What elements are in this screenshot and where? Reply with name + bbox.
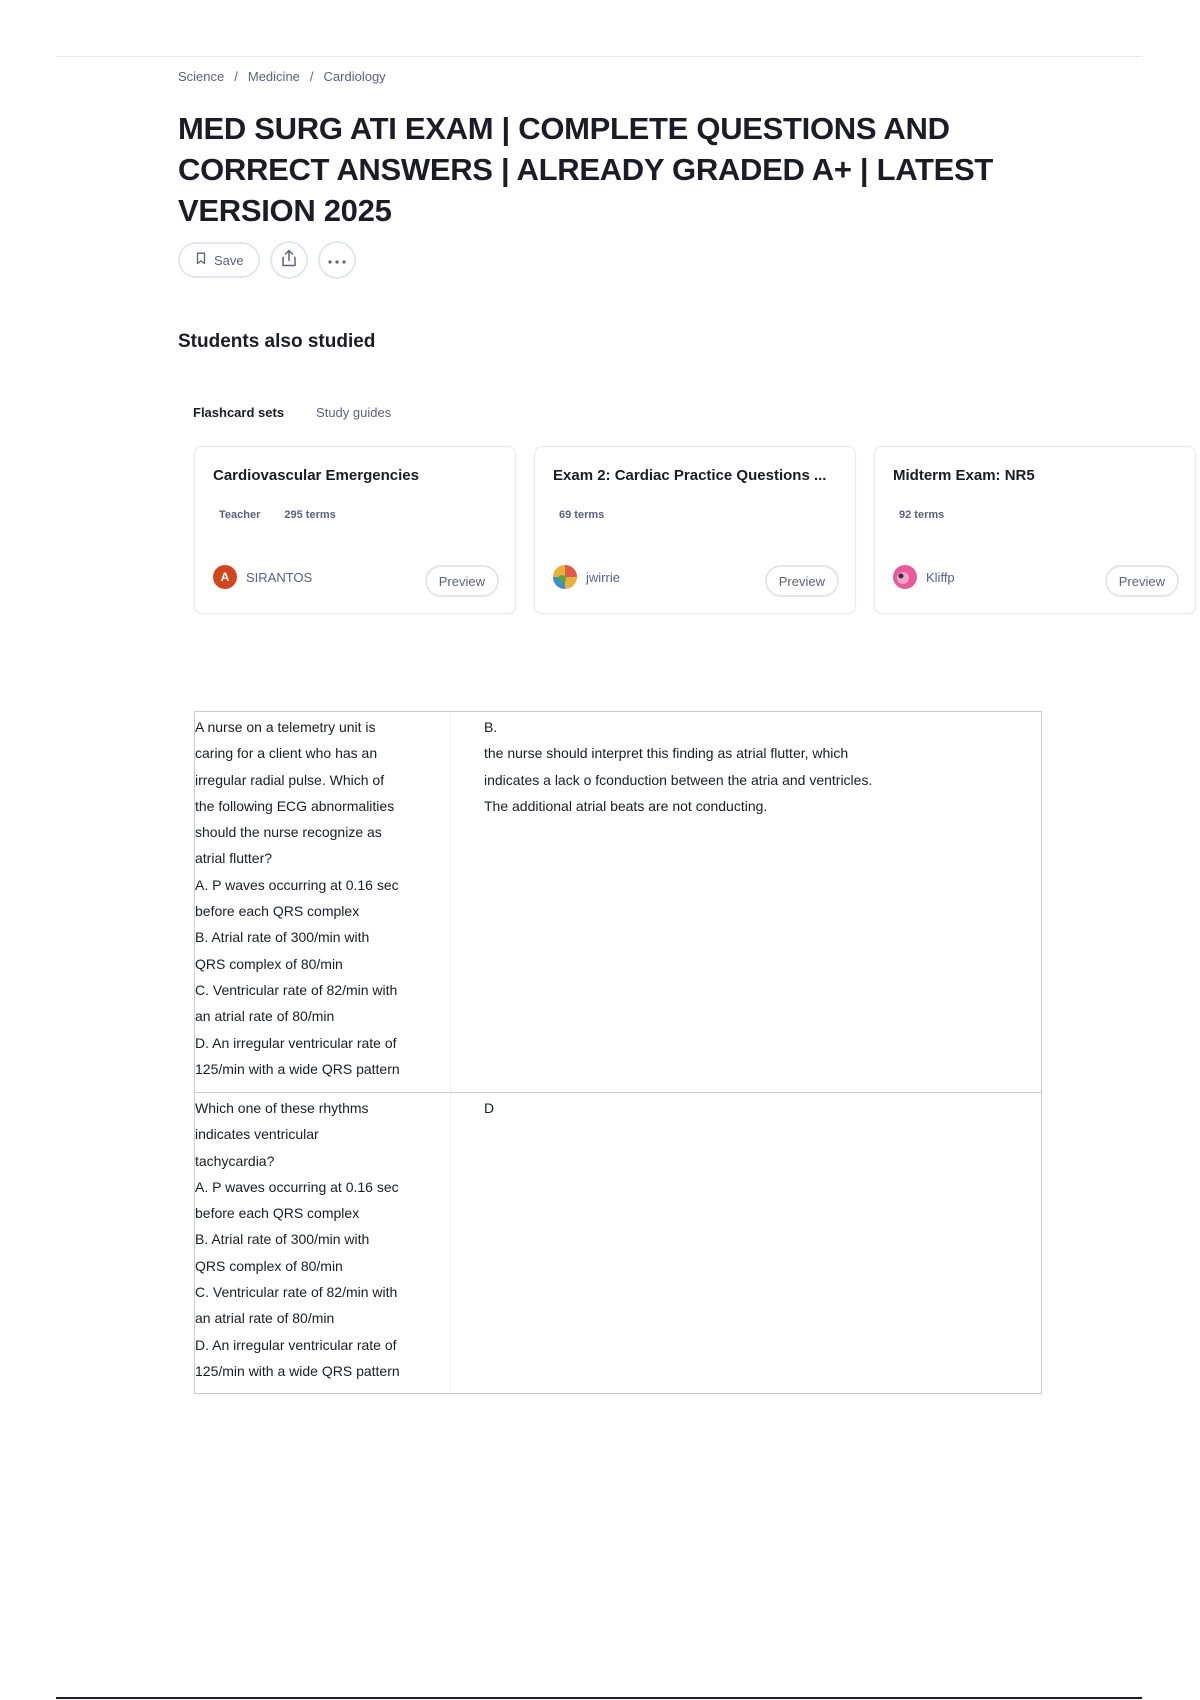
top-divider	[56, 56, 1142, 57]
author-name: SIRANTOS	[246, 569, 313, 585]
term-count: 69 terms	[559, 509, 605, 521]
more-options-button[interactable]	[318, 241, 356, 279]
avatar	[893, 565, 917, 589]
save-label: Save	[214, 252, 244, 268]
card-meta	[219, 509, 336, 521]
breadcrumb-item-science[interactable]: Science	[178, 68, 225, 84]
author-name: jwirrie	[586, 569, 620, 585]
study-set-card[interactable]	[874, 446, 1196, 614]
preview-button[interactable]: Preview	[1105, 565, 1179, 597]
card-title: Midterm Exam: NR5	[893, 467, 1035, 484]
action-bar	[178, 241, 1048, 279]
term-cell: A nurse on a telemetry unit is caring for a client who has an irregular radial pulse. Which of the following ECG abnormalities should the nurse recognize as atrial flutter? A. P waves occurring at 0.16 sec before each QRS complex B. Atrial rate of 300/min with QRS complex of 80/min C. Ventricular rate of 82/min with an atrial rate of 80/min D. An irregular ventricular rate of 125/min with a wide QRS pattern	[195, 712, 451, 1092]
study-set-carousel	[194, 446, 1165, 616]
breadcrumb-item-medicine[interactable]: Medicine	[247, 68, 300, 84]
card-meta	[899, 509, 944, 521]
author-name: Kliffp	[926, 569, 955, 585]
card-author[interactable]	[893, 565, 955, 589]
main-content	[178, 66, 1048, 420]
tab-flashcard-sets[interactable]: Flashcard sets	[193, 405, 285, 420]
term-cell: Which one of these rhythms indicates ventricular tachycardia? A. P waves occurring at 0.16 sec before each QRS complex B. Atrial rate of 300/min with QRS complex of 80/min C. Ventricular rate of 82/min with an atrial rate of 80/min D. An irregular ventricular rate of 125/min with a wide QRS pattern	[195, 1093, 451, 1393]
page-title: MED SURG ATI EXAM | COMPLETE QUESTIONS AND CORRECT ANSWERS | ALREADY GRADED A+ | LATEST VERSION 2025	[178, 111, 994, 228]
teacher-badge: Teacher	[219, 509, 261, 521]
table-row	[195, 1093, 1041, 1393]
card-author[interactable]	[213, 565, 312, 589]
breadcrumb-item-cardiology[interactable]: Cardiology	[323, 68, 386, 84]
bookmark-icon	[196, 252, 206, 268]
preview-button[interactable]: Preview	[765, 565, 839, 597]
study-tabs	[193, 405, 1048, 420]
definition-cell: B. the nurse should interpret this finding as atrial flutter, which indicates a lack o fconduction between the atria and ventricles. The additional atrial beats are not conducting.	[484, 719, 873, 814]
card-author[interactable]	[553, 565, 620, 589]
card-title: Cardiovascular Emergencies	[213, 467, 419, 484]
breadcrumb-separator: /	[234, 68, 238, 84]
card-meta	[559, 509, 604, 521]
share-button[interactable]	[270, 241, 308, 279]
breadcrumb	[178, 66, 1048, 86]
term-count: 92 terms	[899, 509, 945, 521]
term-count: 295 terms	[284, 509, 336, 521]
study-set-card[interactable]	[534, 446, 856, 614]
breadcrumb-separator: /	[309, 68, 314, 84]
avatar: A	[213, 565, 237, 589]
definition-cell: D	[484, 1100, 495, 1116]
save-button[interactable]	[178, 242, 260, 278]
avatar	[553, 565, 577, 589]
table-row	[195, 712, 1041, 1093]
terms-table	[194, 711, 1042, 1394]
preview-button[interactable]: Preview	[425, 565, 499, 597]
bottom-divider	[56, 1697, 1142, 1699]
share-icon	[281, 249, 297, 272]
tab-study-guides[interactable]: Study guides	[316, 405, 392, 420]
students-also-studied-heading: Students also studied	[178, 331, 376, 352]
more-icon	[328, 251, 346, 269]
study-set-card[interactable]	[194, 446, 516, 614]
card-title: Exam 2: Cardiac Practice Questions ...	[553, 467, 827, 484]
